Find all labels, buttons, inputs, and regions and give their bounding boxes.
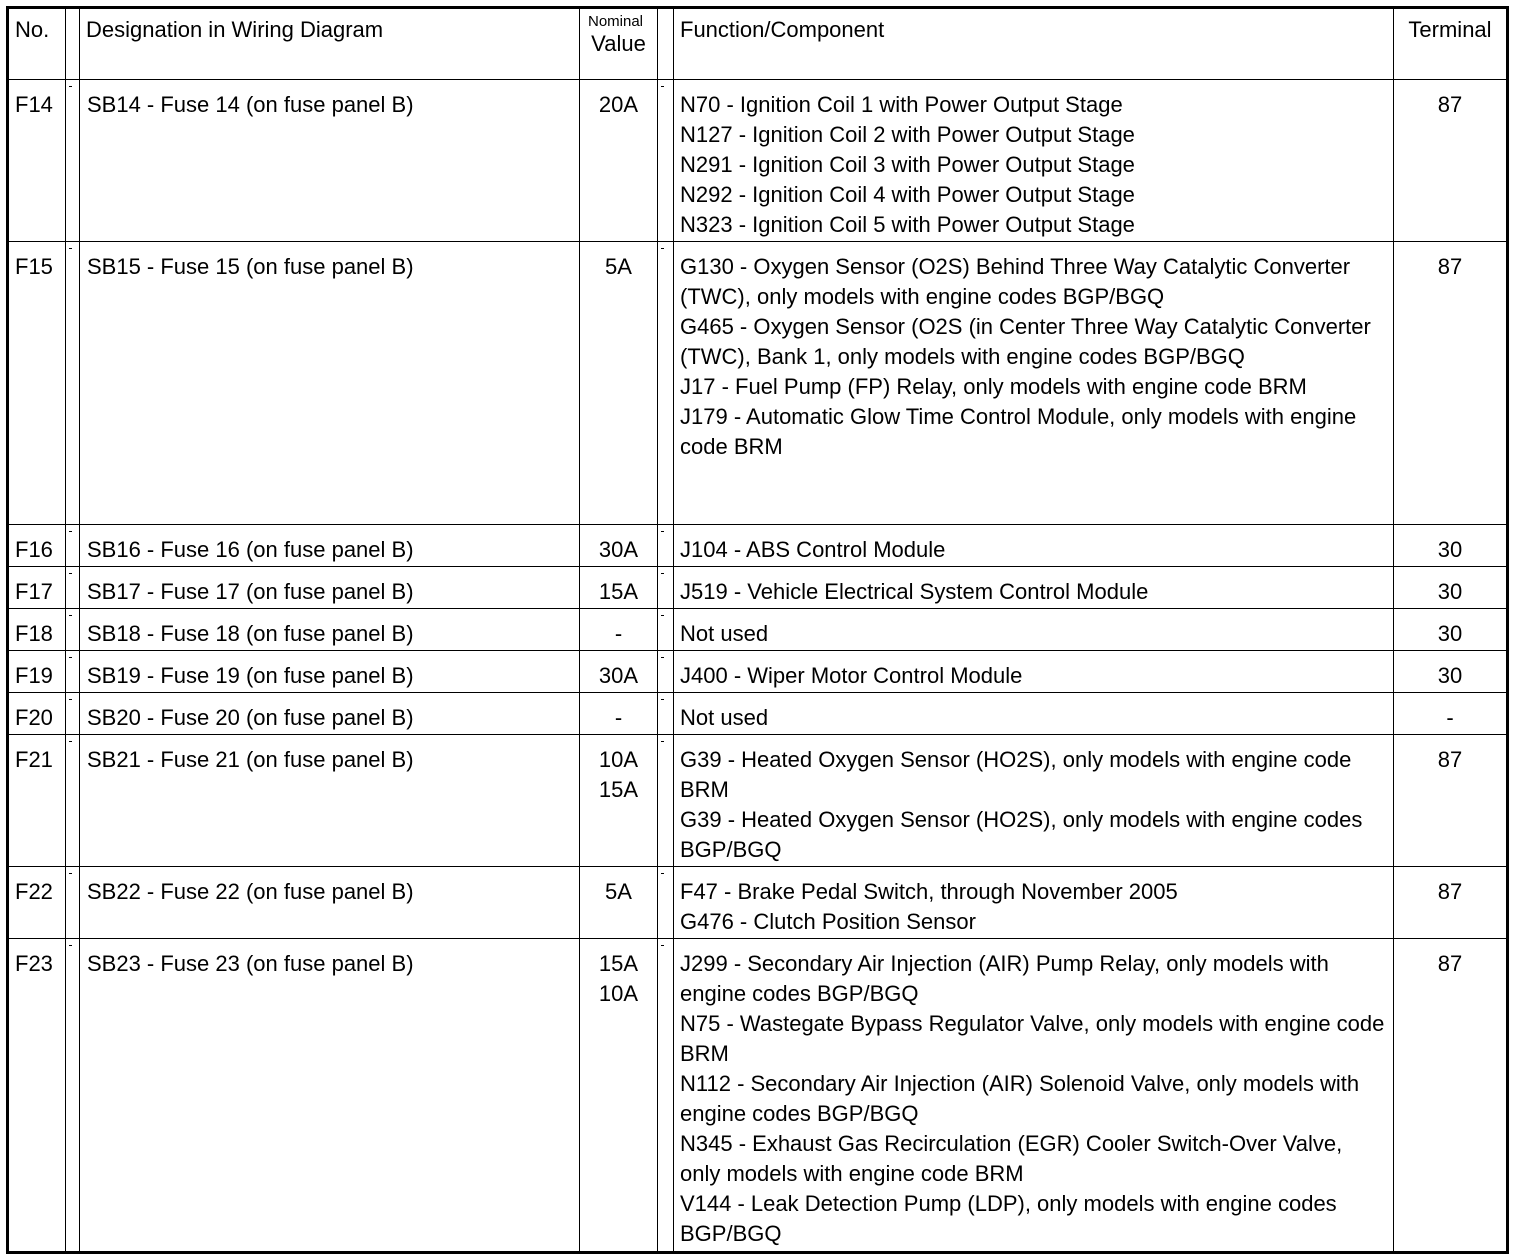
fuse-designation: SB21 - Fuse 21 (on fuse panel B): [80, 735, 580, 867]
table-row: [8, 80, 1508, 242]
nominal-value: [580, 735, 658, 867]
terminal: 87: [1394, 242, 1508, 524]
function-item: J17 - Fuel Pump (FP) Relay, only models with engine code BRM: [680, 374, 1307, 400]
table-row: [8, 867, 1508, 939]
function-component: [674, 867, 1394, 939]
function-item: Not used: [680, 704, 769, 730]
fuse-number: F19: [8, 650, 66, 692]
nominal-value: [580, 867, 658, 939]
nominal-value-item: 5A: [605, 254, 632, 280]
tick-mark: [661, 945, 664, 946]
nominal-value-item: 5A: [605, 879, 632, 905]
fuse-designation: SB18 - Fuse 18 (on fuse panel B): [80, 608, 580, 650]
terminal: 30: [1394, 566, 1508, 608]
fuse-number: F22: [8, 867, 66, 939]
function-item: G130 - Oxygen Sensor (O2S) Behind Three Way Catalytic Converter (TWC), only models with engine codes BGP/BGQ: [680, 254, 1351, 310]
terminal: -: [1394, 692, 1508, 734]
function-item: J179 - Automatic Glow Time Control Module, only models with engine code BRM: [680, 404, 1357, 460]
function-component: [674, 735, 1394, 867]
fuse-designation: SB17 - Fuse 17 (on fuse panel B): [80, 566, 580, 608]
table-row: [8, 524, 1508, 566]
nominal-value-item: -: [614, 704, 623, 730]
spacer-cell: [66, 608, 80, 650]
tick-mark: [69, 615, 72, 616]
nominal-value-item: 30A: [598, 536, 639, 562]
spacer-cell: [66, 692, 80, 734]
spacer-cell: [658, 524, 674, 566]
tick-mark: [661, 248, 664, 249]
table-row: [8, 692, 1508, 734]
function-item: F47 - Brake Pedal Switch, through November 2005: [680, 879, 1178, 905]
fuse-table: [6, 6, 1509, 1254]
table-row: [8, 939, 1508, 1253]
spacer-cell: [66, 566, 80, 608]
function-item: G39 - Heated Oxygen Sensor (HO2S), only models with engine code BRM: [680, 747, 1352, 803]
spacer-cell: [658, 566, 674, 608]
spacer-cell: [658, 939, 674, 1253]
function-component: [674, 608, 1394, 650]
spacer-cell: [66, 867, 80, 939]
tick-mark: [661, 615, 664, 616]
fuse-designation: SB15 - Fuse 15 (on fuse panel B): [80, 242, 580, 524]
spacer-cell: [658, 608, 674, 650]
nominal-value: [580, 80, 658, 242]
tick-mark: [661, 699, 664, 700]
function-item: N75 - Wastegate Bypass Regulator Valve, only models with engine code BRM: [680, 1011, 1385, 1067]
spacer-cell: [66, 242, 80, 524]
header-nominal: Nominal: [587, 13, 644, 30]
nominal-value-item: 15A: [598, 951, 639, 977]
spacer-cell: [66, 650, 80, 692]
tick-mark: [661, 873, 664, 874]
terminal: 87: [1394, 735, 1508, 867]
terminal: 87: [1394, 939, 1508, 1253]
function-item: N292 - Ignition Coil 4 with Power Output Stage: [680, 182, 1135, 207]
nominal-value: [580, 242, 658, 524]
tick-mark: [661, 657, 664, 658]
function-item: G476 - Clutch Position Sensor: [680, 909, 976, 935]
tick-mark: [69, 699, 72, 700]
function-item: J519 - Vehicle Electrical System Control Module: [680, 578, 1149, 604]
function-item: J299 - Secondary Air Injection (AIR) Pump Relay, only models with engine codes BGP/BGQ: [680, 951, 1329, 1007]
function-item: N291 - Ignition Coil 3 with Power Output Stage: [680, 152, 1135, 177]
header-terminal: Terminal: [1394, 8, 1508, 80]
tick-mark: [69, 248, 72, 249]
fuse-designation: SB19 - Fuse 19 (on fuse panel B): [80, 650, 580, 692]
tick-mark: [69, 86, 72, 87]
nominal-value-item: 20A: [598, 92, 639, 117]
table-row: [8, 650, 1508, 692]
fuse-number: F15: [8, 242, 66, 524]
tick-mark: [661, 86, 664, 87]
table-row: [8, 735, 1508, 867]
terminal: 30: [1394, 608, 1508, 650]
tick-mark: [69, 945, 72, 946]
nominal-value-item: 15A: [598, 777, 639, 803]
spacer-cell: [658, 242, 674, 524]
fuse-number: F18: [8, 608, 66, 650]
function-item: N345 - Exhaust Gas Recirculation (EGR) Cooler Switch-Over Valve, only models with engine code BRM: [680, 1131, 1343, 1187]
fuse-designation: SB23 - Fuse 23 (on fuse panel B): [80, 939, 580, 1253]
tick-mark: [661, 741, 664, 742]
nominal-value: [580, 939, 658, 1253]
fuse-designation: SB20 - Fuse 20 (on fuse panel B): [80, 692, 580, 734]
nominal-value: [580, 692, 658, 734]
tick-mark: [69, 657, 72, 658]
nominal-value: [580, 608, 658, 650]
function-item: N323 - Ignition Coil 5 with Power Output Stage: [680, 212, 1135, 237]
terminal: 87: [1394, 80, 1508, 242]
fuse-number: F21: [8, 735, 66, 867]
header-value: Value: [591, 31, 646, 56]
fuse-number: F23: [8, 939, 66, 1253]
tick-mark: [69, 531, 72, 532]
function-item: J400 - Wiper Motor Control Module: [680, 662, 1023, 688]
header-spacer: [658, 8, 674, 80]
terminal: 87: [1394, 867, 1508, 939]
spacer-cell: [658, 735, 674, 867]
tick-mark: [69, 873, 72, 874]
terminal: 30: [1394, 524, 1508, 566]
function-component: [674, 650, 1394, 692]
function-item: N127 - Ignition Coil 2 with Power Output Stage: [680, 122, 1135, 147]
nominal-value-item: -: [614, 620, 623, 646]
terminal: 30: [1394, 650, 1508, 692]
spacer-cell: [66, 939, 80, 1253]
header-function: Function/Component: [674, 8, 1394, 80]
function-component: [674, 80, 1394, 242]
header-no: No.: [8, 8, 66, 80]
header-row: [8, 8, 1508, 80]
function-component: [674, 242, 1394, 524]
nominal-value-item: 10A: [598, 981, 639, 1007]
spacer-cell: [66, 80, 80, 242]
function-item: G465 - Oxygen Sensor (O2S (in Center Three Way Catalytic Converter (TWC), Bank 1, only models with engine codes BGP/BGQ: [680, 314, 1371, 370]
fuse-designation: SB14 - Fuse 14 (on fuse panel B): [80, 80, 580, 242]
tick-mark: [69, 741, 72, 742]
header-designation: Designation in Wiring Diagram: [80, 8, 580, 80]
nominal-value-item: 10A: [598, 747, 639, 773]
spacer-cell: [66, 524, 80, 566]
function-component: [674, 939, 1394, 1253]
tick-mark: [661, 573, 664, 574]
nominal-value: [580, 650, 658, 692]
table-row: [8, 242, 1508, 524]
fuse-number: F20: [8, 692, 66, 734]
nominal-value-item: 15A: [598, 578, 639, 604]
fuse-designation: SB22 - Fuse 22 (on fuse panel B): [80, 867, 580, 939]
function-item: N112 - Secondary Air Injection (AIR) Solenoid Valve, only models with engine codes BGP/BGQ: [680, 1071, 1360, 1127]
nominal-value: [580, 524, 658, 566]
function-component: [674, 524, 1394, 566]
nominal-value-item: 30A: [598, 662, 639, 688]
fuse-number: F14: [8, 80, 66, 242]
fuse-number: F17: [8, 566, 66, 608]
spacer-cell: [658, 867, 674, 939]
function-item: J104 - ABS Control Module: [680, 536, 946, 562]
spacer-cell: [66, 735, 80, 867]
spacer-cell: [658, 80, 674, 242]
fuse-designation: SB16 - Fuse 16 (on fuse panel B): [80, 524, 580, 566]
spacer-cell: [658, 692, 674, 734]
header-nominal-value: [580, 8, 658, 80]
table-row: [8, 566, 1508, 608]
function-item: G39 - Heated Oxygen Sensor (HO2S), only models with engine codes BGP/BGQ: [680, 807, 1363, 863]
function-item: V144 - Leak Detection Pump (LDP), only models with engine codes BGP/BGQ: [680, 1191, 1337, 1247]
tick-mark: [69, 573, 72, 574]
fuse-rows: [8, 80, 1508, 1253]
tick-mark: [661, 531, 664, 532]
function-item: N70 - Ignition Coil 1 with Power Output Stage: [680, 92, 1123, 117]
table-row: [8, 608, 1508, 650]
nominal-value: [580, 566, 658, 608]
fuse-number: F16: [8, 524, 66, 566]
function-item: Not used: [680, 620, 769, 646]
function-component: [674, 566, 1394, 608]
header-spacer: [66, 8, 80, 80]
spacer-cell: [658, 650, 674, 692]
function-component: [674, 692, 1394, 734]
